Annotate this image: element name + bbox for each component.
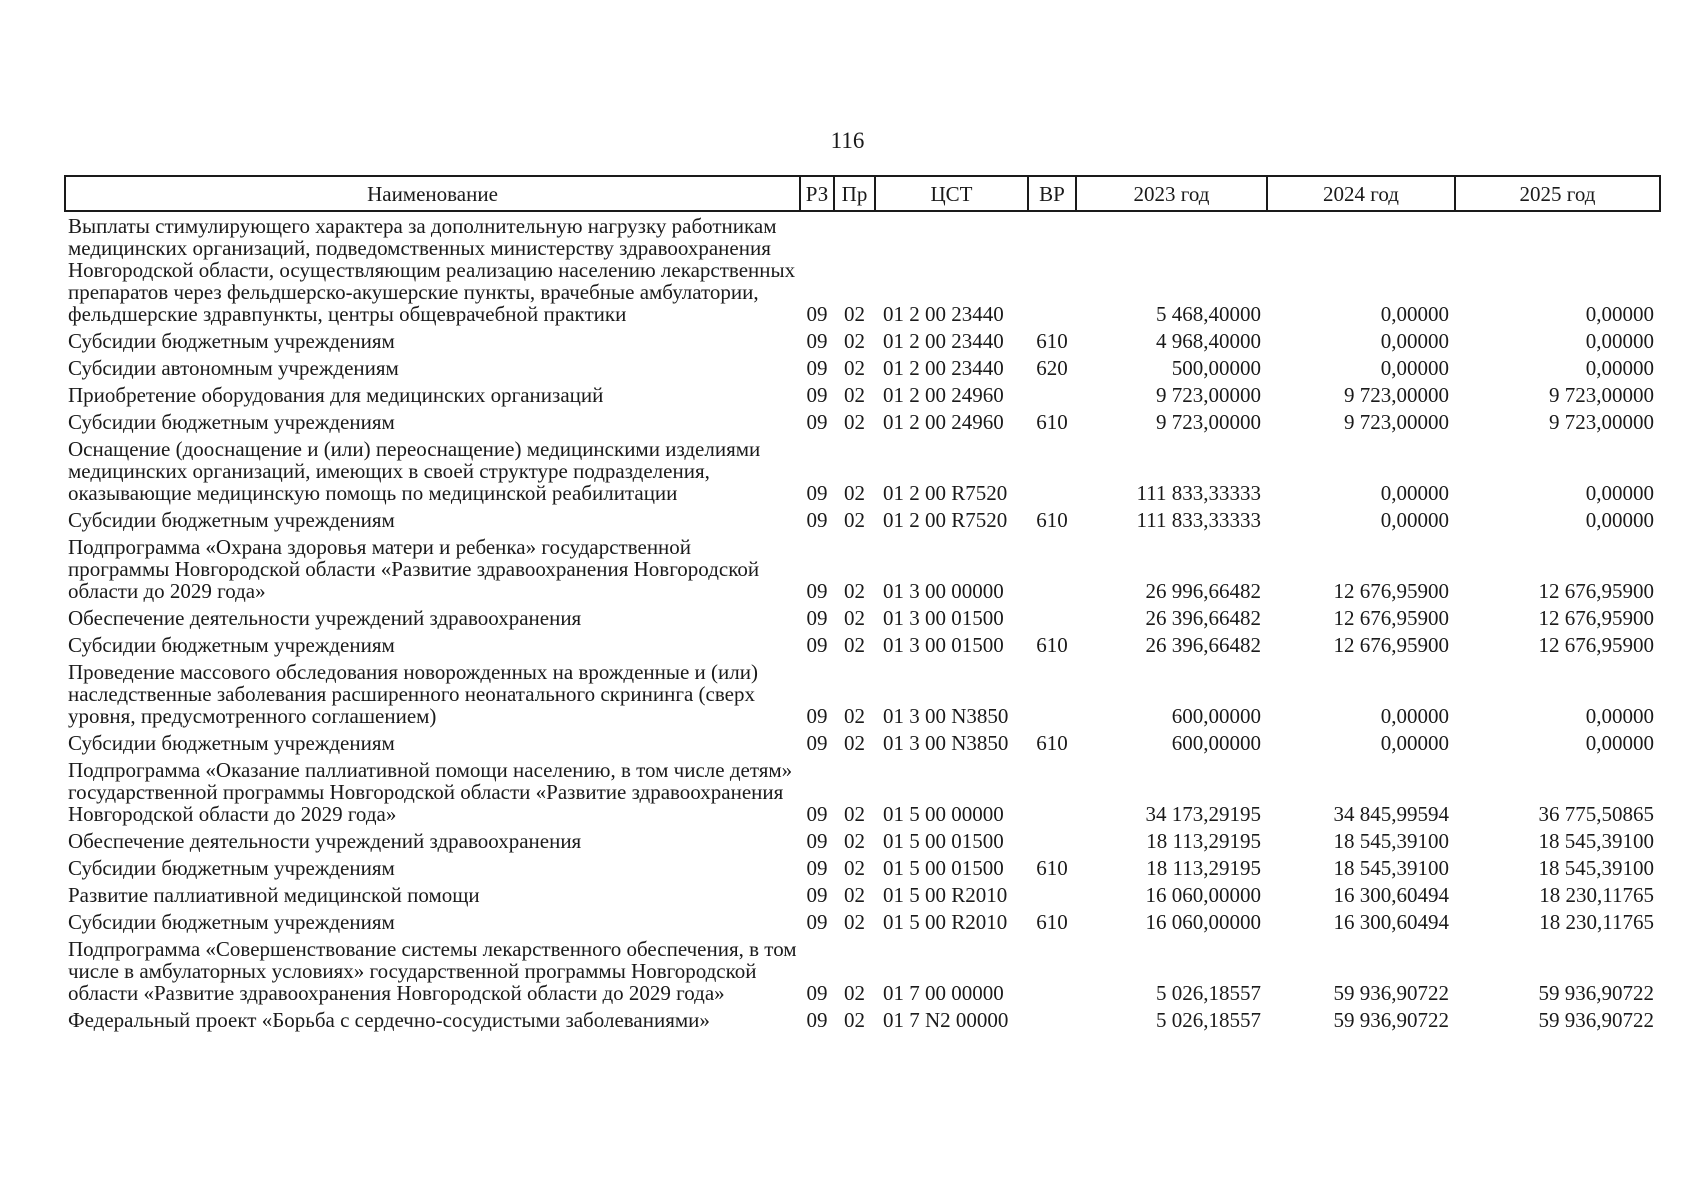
row-2025: 0,00000 xyxy=(1585,481,1654,505)
table-row xyxy=(65,729,1660,756)
row-vr xyxy=(1028,658,1076,729)
row-pr: 02 xyxy=(844,606,865,630)
row-vr xyxy=(1028,435,1076,506)
row-name: Оснащение (дооснащение и (или) переоснащение) медицинскими изделиями медицинских организаций, имеющих в своей структуре подразделения, оказывающие медицинскую помощь по медицинской реабилитации xyxy=(68,437,761,505)
header-name: Наименование xyxy=(65,176,800,211)
row-vr xyxy=(1028,827,1076,854)
table-row xyxy=(65,908,1660,935)
row-rz: 09 xyxy=(806,704,828,728)
table-row xyxy=(65,381,1660,408)
row-pr: 02 xyxy=(844,383,865,407)
row-vr xyxy=(1028,211,1076,327)
table-row xyxy=(65,435,1660,506)
page-number: 116 xyxy=(830,128,865,153)
row-vr xyxy=(1028,533,1076,604)
row-pr: 02 xyxy=(844,883,865,907)
row-2024: 18 545,39100 xyxy=(1333,856,1449,880)
row-2024: 16 300,60494 xyxy=(1333,910,1449,934)
row-pr: 02 xyxy=(844,1008,865,1032)
row-name: Субсидии бюджетным учреждениям xyxy=(68,856,395,880)
row-2024: 0,00000 xyxy=(1380,704,1449,728)
table-header-row xyxy=(65,176,1660,211)
row-pr: 02 xyxy=(844,508,865,532)
row-rz: 09 xyxy=(806,731,828,755)
row-cst: 01 3 00 N3850 xyxy=(883,731,1009,755)
row-cst: 01 3 00 00000 xyxy=(883,579,1004,603)
row-rz: 09 xyxy=(806,302,828,326)
budget-table xyxy=(64,175,1661,1033)
row-vr xyxy=(1028,1006,1076,1033)
table-row xyxy=(65,327,1660,354)
row-rz: 09 xyxy=(806,579,828,603)
row-rz: 09 xyxy=(806,829,828,853)
row-cst: 01 7 00 00000 xyxy=(883,981,1004,1005)
row-vr xyxy=(1028,381,1076,408)
row-2023: 9 723,00000 xyxy=(1156,410,1261,434)
row-name: Приобретение оборудования для медицинских организаций xyxy=(68,383,604,407)
row-vr: 610 xyxy=(1036,731,1068,755)
row-2024: 0,00000 xyxy=(1380,508,1449,532)
table-row xyxy=(65,533,1660,604)
row-rz: 09 xyxy=(806,802,828,826)
table-row xyxy=(65,354,1660,381)
row-rz: 09 xyxy=(806,981,828,1005)
row-vr xyxy=(1028,604,1076,631)
row-2025: 18 545,39100 xyxy=(1538,856,1654,880)
row-2023: 26 996,66482 xyxy=(1145,579,1261,603)
row-2025: 0,00000 xyxy=(1585,508,1654,532)
row-2025: 12 676,95900 xyxy=(1538,579,1654,603)
row-2023: 9 723,00000 xyxy=(1156,383,1261,407)
row-2025: 18 230,11765 xyxy=(1539,883,1654,907)
row-pr: 02 xyxy=(844,802,865,826)
row-pr: 02 xyxy=(844,302,865,326)
row-cst: 01 2 00 R7520 xyxy=(883,508,1008,532)
row-pr: 02 xyxy=(844,910,865,934)
row-vr xyxy=(1028,881,1076,908)
row-cst: 01 2 00 24960 xyxy=(883,410,1004,434)
row-2024: 18 545,39100 xyxy=(1333,829,1449,853)
header-2024: 2024 год xyxy=(1267,176,1455,211)
row-vr: 610 xyxy=(1036,410,1068,434)
row-2025: 9 723,00000 xyxy=(1549,383,1654,407)
row-name: Развитие паллиативной медицинской помощи xyxy=(68,883,480,907)
table-body xyxy=(65,211,1660,1033)
row-name: Федеральный проект «Борьба с сердечно-сосудистыми заболеваниями» xyxy=(68,1008,710,1032)
row-cst: 01 5 00 R2010 xyxy=(883,883,1008,907)
row-2023: 5 026,18557 xyxy=(1156,981,1261,1005)
row-cst: 01 2 00 R7520 xyxy=(883,481,1008,505)
row-name: Субсидии бюджетным учреждениям xyxy=(68,329,395,353)
header-rz: РЗ xyxy=(800,176,834,211)
table-row xyxy=(65,756,1660,827)
row-name: Субсидии бюджетным учреждениям xyxy=(68,910,395,934)
row-2023: 26 396,66482 xyxy=(1145,633,1261,657)
row-2024: 16 300,60494 xyxy=(1333,883,1449,907)
row-2024: 9 723,00000 xyxy=(1344,410,1449,434)
row-rz: 09 xyxy=(806,910,828,934)
row-cst: 01 3 00 N3850 xyxy=(883,704,1009,728)
row-2024: 59 936,90722 xyxy=(1333,981,1449,1005)
row-2025: 0,00000 xyxy=(1585,302,1654,326)
row-pr: 02 xyxy=(844,481,865,505)
row-vr: 610 xyxy=(1036,910,1068,934)
row-2024: 0,00000 xyxy=(1380,302,1449,326)
row-cst: 01 5 00 00000 xyxy=(883,802,1004,826)
table-row xyxy=(65,506,1660,533)
row-name: Субсидии бюджетным учреждениям xyxy=(68,410,395,434)
row-2023: 600,00000 xyxy=(1171,731,1261,755)
row-rz: 09 xyxy=(806,883,828,907)
row-2025: 0,00000 xyxy=(1585,329,1654,353)
table-row xyxy=(65,935,1660,1006)
row-pr: 02 xyxy=(844,356,865,380)
row-2025: 18 545,39100 xyxy=(1538,829,1654,853)
row-vr: 610 xyxy=(1036,508,1068,532)
row-cst: 01 5 00 01500 xyxy=(883,829,1004,853)
row-name: Проведение массового обследования новорожденных на врожденные и (или) наследственные заболевания расширенного неонатального скрининга (сверх уровня, предусмотренного соглашением) xyxy=(68,660,758,728)
row-cst: 01 3 00 01500 xyxy=(883,606,1004,630)
row-2024: 0,00000 xyxy=(1380,731,1449,755)
row-2023: 5 468,40000 xyxy=(1156,302,1261,326)
row-name: Субсидии автономным учреждениям xyxy=(68,356,399,380)
row-2024: 0,00000 xyxy=(1380,329,1449,353)
row-2025: 12 676,95900 xyxy=(1538,606,1654,630)
row-vr: 610 xyxy=(1036,633,1068,657)
table-row xyxy=(65,408,1660,435)
row-2024: 59 936,90722 xyxy=(1333,1008,1449,1032)
header-vr: ВР xyxy=(1028,176,1076,211)
row-2023: 600,00000 xyxy=(1171,704,1261,728)
row-2024: 12 676,95900 xyxy=(1333,606,1449,630)
row-pr: 02 xyxy=(844,579,865,603)
row-pr: 02 xyxy=(844,829,865,853)
row-2023: 18 113,29195 xyxy=(1146,829,1261,853)
header-pr: Пр xyxy=(834,176,875,211)
row-pr: 02 xyxy=(844,981,865,1005)
row-2024: 0,00000 xyxy=(1380,356,1449,380)
row-name: Подпрограмма «Охрана здоровья матери и ребенка» государственной программы Новгородской области «Развитие здравоохранения Новгородской области до 2029 года» xyxy=(68,535,760,603)
row-rz: 09 xyxy=(806,329,828,353)
row-2023: 5 026,18557 xyxy=(1156,1008,1261,1032)
row-2025: 18 230,11765 xyxy=(1539,910,1654,934)
row-pr: 02 xyxy=(844,731,865,755)
row-cst: 01 2 00 24960 xyxy=(883,383,1004,407)
row-name: Субсидии бюджетным учреждениям xyxy=(68,508,395,532)
row-2024: 12 676,95900 xyxy=(1333,633,1449,657)
row-2025: 59 936,90722 xyxy=(1538,981,1654,1005)
row-cst: 01 5 00 R2010 xyxy=(883,910,1008,934)
row-2025: 36 775,50865 xyxy=(1538,802,1654,826)
table-row xyxy=(65,881,1660,908)
table-row xyxy=(65,631,1660,658)
row-rz: 09 xyxy=(806,633,828,657)
row-2025: 12 676,95900 xyxy=(1538,633,1654,657)
row-cst: 01 2 00 23440 xyxy=(883,302,1004,326)
row-2024: 34 845,99594 xyxy=(1333,802,1449,826)
row-pr: 02 xyxy=(844,410,865,434)
row-2023: 26 396,66482 xyxy=(1145,606,1261,630)
row-name: Подпрограмма «Оказание паллиативной помощи населению, в том числе детям» государственной программы Новгородской области «Развитие здравоохранения Новгородской области до 2029 года» xyxy=(68,758,793,826)
row-pr: 02 xyxy=(844,329,865,353)
row-2023: 34 173,29195 xyxy=(1145,802,1261,826)
row-2024: 0,00000 xyxy=(1380,481,1449,505)
row-2023: 111 833,33333 xyxy=(1136,508,1261,532)
row-cst: 01 3 00 01500 xyxy=(883,633,1004,657)
row-2023: 16 060,00000 xyxy=(1145,883,1261,907)
row-2024: 9 723,00000 xyxy=(1344,383,1449,407)
table-row xyxy=(65,211,1660,327)
row-2023: 111 833,33333 xyxy=(1136,481,1261,505)
row-2025: 59 936,90722 xyxy=(1538,1008,1654,1032)
row-vr: 610 xyxy=(1036,856,1068,880)
row-rz: 09 xyxy=(806,481,828,505)
row-2025: 0,00000 xyxy=(1585,356,1654,380)
row-rz: 09 xyxy=(806,856,828,880)
row-rz: 09 xyxy=(806,508,828,532)
table-row xyxy=(65,604,1660,631)
table-row xyxy=(65,827,1660,854)
row-vr: 610 xyxy=(1036,329,1068,353)
header-cst: ЦСТ xyxy=(875,176,1028,211)
row-2024: 12 676,95900 xyxy=(1333,579,1449,603)
row-rz: 09 xyxy=(806,356,828,380)
row-pr: 02 xyxy=(844,704,865,728)
row-rz: 09 xyxy=(806,410,828,434)
row-name: Выплаты стимулирующего характера за дополнительную нагрузку работникам медицинских организаций, подведомственных министерству здравоохранения Новгородской области, осуществляющим реализацию населению лекарственных препаратов через фельдшерско-акушерские пункты, врачебные амбулатории, фельдшерские здравпункты, центры общеврачебной практики xyxy=(68,214,796,326)
row-vr xyxy=(1028,756,1076,827)
row-2025: 9 723,00000 xyxy=(1549,410,1654,434)
row-cst: 01 5 00 01500 xyxy=(883,856,1004,880)
row-name: Субсидии бюджетным учреждениям xyxy=(68,633,395,657)
row-2023: 4 968,40000 xyxy=(1156,329,1261,353)
table-row xyxy=(65,658,1660,729)
row-2025: 0,00000 xyxy=(1585,731,1654,755)
row-vr xyxy=(1028,935,1076,1006)
header-2023: 2023 год xyxy=(1076,176,1267,211)
row-pr: 02 xyxy=(844,856,865,880)
row-vr: 620 xyxy=(1036,356,1068,380)
row-rz: 09 xyxy=(806,1008,828,1032)
header-2025: 2025 год xyxy=(1455,176,1660,211)
row-2025: 0,00000 xyxy=(1585,704,1654,728)
row-cst: 01 2 00 23440 xyxy=(883,329,1004,353)
table-row xyxy=(65,854,1660,881)
row-name: Обеспечение деятельности учреждений здравоохранения xyxy=(68,829,582,853)
row-name: Подпрограмма «Совершенствование системы лекарственного обеспечения, в том числе в амбулаторных условиях» государственной программы Новгородской области «Развитие здравоохранения Новгородской области до 2029 года» xyxy=(68,937,797,1005)
row-cst: 01 2 00 23440 xyxy=(883,356,1004,380)
row-cst: 01 7 N2 00000 xyxy=(883,1008,1009,1032)
row-name: Обеспечение деятельности учреждений здравоохранения xyxy=(68,606,582,630)
row-2023: 16 060,00000 xyxy=(1145,910,1261,934)
row-pr: 02 xyxy=(844,633,865,657)
row-rz: 09 xyxy=(806,606,828,630)
table-row xyxy=(65,1006,1660,1033)
row-name: Субсидии бюджетным учреждениям xyxy=(68,731,395,755)
row-rz: 09 xyxy=(806,383,828,407)
row-2023: 500,00000 xyxy=(1171,356,1261,380)
row-2023: 18 113,29195 xyxy=(1146,856,1261,880)
